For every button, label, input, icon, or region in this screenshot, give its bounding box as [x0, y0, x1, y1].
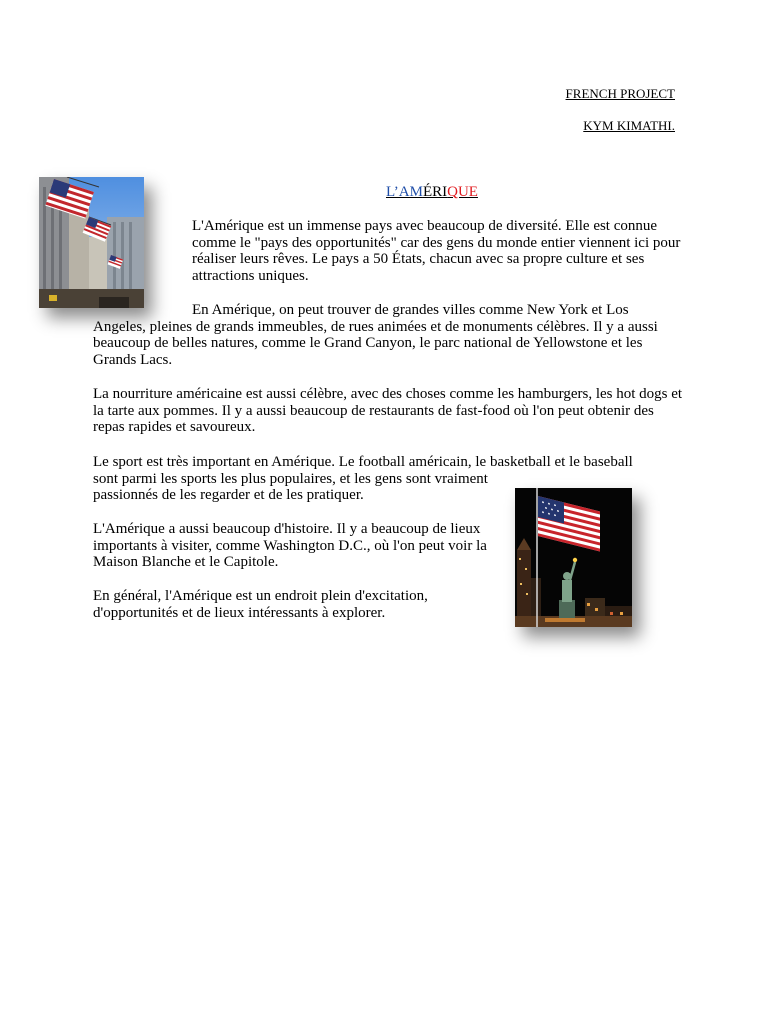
title-part-blue: L’AM [386, 184, 423, 200]
paragraph-intro: L'Amérique est un immense pays avec beaucoup de diversité. Elle est connue comme le "pays des opportunités" car des gens du monde entier viennent ici pour réaliser leurs rêves. Le pays a 50 États, chacun avec sa propre culture et ses attractions uniques. [192, 218, 681, 284]
header-project-label: FRENCH PROJECT [565, 86, 675, 101]
paragraph-history: L'Amérique a aussi beaucoup d'histoire. Il y a beaucoup de lieux importants à visiter, comme Washington D.C., où l'on peut voir la Maison Blanche et le Capitole. [93, 521, 487, 571]
conclusion-text: En général, l'Amérique est un endroit plein d'excitation, d'opportunités et de lieux intéressants à explorer. [93, 588, 428, 621]
paragraph-sport-line1: Le sport est très important en Amérique. Le football américain, le basketball et le baseball [93, 454, 633, 470]
paragraph-food: La nourriture américaine est aussi célèbre, avec des choses comme les hamburgers, les hot dogs et la tarte aux pommes. Il y a aussi beaucoup de restaurants de fast-food où l'on peut obtenir des repas rapides et savoureux. [93, 386, 683, 436]
title-part-red: QUE [447, 184, 478, 200]
paragraph-sport-rest: sont parmi les sports les plus populaires, et les gens sont vraiment passionnés de les regarder et de les pratiquer. [93, 470, 488, 504]
paragraph-cities: En Amérique, on peut trouver de grandes villes comme New York et Los Angeles, pleines de grands immeubles, de rues animées et de monuments célèbres. Il y a aussi beaucoup de belles natures, comme le Grand Canyon, le parc national de Yellowstone et les Grands Lacs. [93, 302, 658, 368]
liberty-flag-night-photo [515, 488, 632, 627]
title-part-black: ÉRI [422, 184, 448, 200]
header-author-name: KYM KIMATHI. [583, 118, 675, 133]
paragraph-conclusion [93, 588, 493, 621]
new-york-flags-photo [39, 177, 144, 308]
document-title [386, 183, 478, 201]
